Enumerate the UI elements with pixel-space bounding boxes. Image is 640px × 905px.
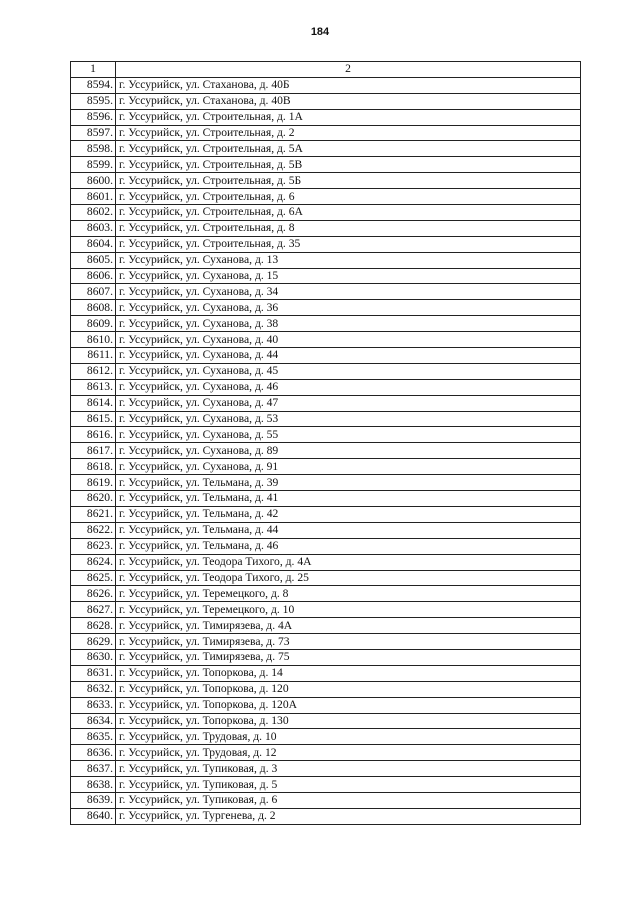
row-number: 8595. (71, 93, 116, 109)
table-row (71, 570, 581, 586)
row-number: 8629. (71, 634, 116, 650)
row-number: 8633. (71, 697, 116, 713)
table-body (71, 77, 581, 824)
page-number: 184 (310, 26, 330, 38)
table-row (71, 332, 581, 348)
row-address: г. Уссурийск, ул. Тельмана, д. 46 (116, 538, 581, 554)
table-row (71, 538, 581, 554)
row-address: г. Уссурийск, ул. Суханова, д. 40 (116, 332, 581, 348)
table-row (71, 777, 581, 793)
table-row (71, 681, 581, 697)
row-address: г. Уссурийск, ул. Строительная, д. 2 (116, 125, 581, 141)
table-row (71, 141, 581, 157)
row-number: 8640. (71, 808, 116, 824)
row-address: г. Уссурийск, ул. Строительная, д. 5В (116, 157, 581, 173)
table-row (71, 602, 581, 618)
row-address: г. Уссурийск, ул. Топоркова, д. 14 (116, 665, 581, 681)
row-address: г. Уссурийск, ул. Суханова, д. 55 (116, 427, 581, 443)
row-address: г. Уссурийск, ул. Строительная, д. 35 (116, 236, 581, 252)
row-address: г. Уссурийск, ул. Стаханова, д. 40В (116, 93, 581, 109)
table-row (71, 697, 581, 713)
row-number: 8620. (71, 491, 116, 507)
row-address: г. Уссурийск, ул. Тимирязева, д. 73 (116, 634, 581, 650)
table-row (71, 268, 581, 284)
table-row (71, 665, 581, 681)
row-address: г. Уссурийск, ул. Топоркова, д. 130 (116, 713, 581, 729)
column-header-address: 2 (116, 62, 581, 78)
table-row (71, 316, 581, 332)
row-number: 8608. (71, 300, 116, 316)
row-number: 8631. (71, 665, 116, 681)
table-row (71, 443, 581, 459)
row-number: 8602. (71, 205, 116, 221)
table-row (71, 252, 581, 268)
table-row (71, 491, 581, 507)
row-address: г. Уссурийск, ул. Строительная, д. 1А (116, 109, 581, 125)
row-address: г. Уссурийск, ул. Тельмана, д. 42 (116, 506, 581, 522)
table-row (71, 522, 581, 538)
row-number: 8609. (71, 316, 116, 332)
row-address: г. Уссурийск, ул. Суханова, д. 36 (116, 300, 581, 316)
row-number: 8597. (71, 125, 116, 141)
row-number: 8610. (71, 332, 116, 348)
row-number: 8600. (71, 173, 116, 189)
row-address: г. Уссурийск, ул. Тимирязева, д. 4А (116, 618, 581, 634)
row-address: г. Уссурийск, ул. Суханова, д. 44 (116, 348, 581, 364)
table-row (71, 284, 581, 300)
table-row (71, 157, 581, 173)
row-address: г. Уссурийск, ул. Тупиковая, д. 5 (116, 777, 581, 793)
row-address: г. Уссурийск, ул. Суханова, д. 38 (116, 316, 581, 332)
row-number: 8596. (71, 109, 116, 125)
table-row (71, 618, 581, 634)
row-number: 8604. (71, 236, 116, 252)
row-address: г. Уссурийск, ул. Тельмана, д. 39 (116, 475, 581, 491)
row-number: 8622. (71, 522, 116, 538)
column-header-number: 1 (71, 62, 116, 78)
table-row (71, 93, 581, 109)
table-row (71, 713, 581, 729)
address-table (70, 61, 581, 825)
table-row (71, 125, 581, 141)
row-number: 8626. (71, 586, 116, 602)
row-number: 8601. (71, 189, 116, 205)
table-row (71, 189, 581, 205)
row-number: 8615. (71, 411, 116, 427)
table-row (71, 363, 581, 379)
row-address: г. Уссурийск, ул. Суханова, д. 15 (116, 268, 581, 284)
row-address: г. Уссурийск, ул. Суханова, д. 91 (116, 459, 581, 475)
row-address: г. Уссурийск, ул. Суханова, д. 89 (116, 443, 581, 459)
row-address: г. Уссурийск, ул. Строительная, д. 6А (116, 205, 581, 221)
table-row (71, 109, 581, 125)
row-number: 8603. (71, 220, 116, 236)
row-address: г. Уссурийск, ул. Трудовая, д. 10 (116, 729, 581, 745)
row-number: 8639. (71, 792, 116, 808)
table-row (71, 379, 581, 395)
row-number: 8611. (71, 348, 116, 364)
row-number: 8621. (71, 506, 116, 522)
row-address: г. Уссурийск, ул. Строительная, д. 6 (116, 189, 581, 205)
row-number: 8594. (71, 77, 116, 93)
table-header-row (71, 62, 581, 78)
table-row (71, 729, 581, 745)
row-number: 8613. (71, 379, 116, 395)
row-number: 8614. (71, 395, 116, 411)
table-row (71, 649, 581, 665)
row-number: 8628. (71, 618, 116, 634)
table-row (71, 220, 581, 236)
table-row (71, 634, 581, 650)
table-row (71, 173, 581, 189)
row-address: г. Уссурийск, ул. Тупиковая, д. 6 (116, 792, 581, 808)
row-address: г. Уссурийск, ул. Тургенева, д. 2 (116, 808, 581, 824)
row-number: 8612. (71, 363, 116, 379)
table-row (71, 300, 581, 316)
table-row (71, 348, 581, 364)
row-number: 8632. (71, 681, 116, 697)
table-row (71, 236, 581, 252)
row-address: г. Уссурийск, ул. Суханова, д. 53 (116, 411, 581, 427)
table-row (71, 427, 581, 443)
row-address: г. Уссурийск, ул. Суханова, д. 46 (116, 379, 581, 395)
row-number: 8625. (71, 570, 116, 586)
row-address: г. Уссурийск, ул. Теремецкого, д. 8 (116, 586, 581, 602)
row-address: г. Уссурийск, ул. Трудовая, д. 12 (116, 745, 581, 761)
row-number: 8606. (71, 268, 116, 284)
row-address: г. Уссурийск, ул. Суханова, д. 47 (116, 395, 581, 411)
row-address: г. Уссурийск, ул. Тупиковая, д. 3 (116, 761, 581, 777)
row-address: г. Уссурийск, ул. Строительная, д. 5Б (116, 173, 581, 189)
table-row (71, 808, 581, 824)
row-number: 8624. (71, 554, 116, 570)
table-row (71, 205, 581, 221)
row-number: 8635. (71, 729, 116, 745)
row-address: г. Уссурийск, ул. Стаханова, д. 40Б (116, 77, 581, 93)
table-row (71, 395, 581, 411)
row-number: 8637. (71, 761, 116, 777)
row-address: г. Уссурийск, ул. Теодора Тихого, д. 4А (116, 554, 581, 570)
row-number: 8616. (71, 427, 116, 443)
table-row (71, 411, 581, 427)
row-address: г. Уссурийск, ул. Теодора Тихого, д. 25 (116, 570, 581, 586)
row-number: 8599. (71, 157, 116, 173)
table-row (71, 792, 581, 808)
row-number: 8627. (71, 602, 116, 618)
table-row (71, 586, 581, 602)
row-number: 8623. (71, 538, 116, 554)
table-row (71, 459, 581, 475)
row-number: 8618. (71, 459, 116, 475)
row-address: г. Уссурийск, ул. Суханова, д. 45 (116, 363, 581, 379)
row-address: г. Уссурийск, ул. Суханова, д. 13 (116, 252, 581, 268)
row-address: г. Уссурийск, ул. Строительная, д. 5А (116, 141, 581, 157)
row-address: г. Уссурийск, ул. Тельмана, д. 44 (116, 522, 581, 538)
row-address: г. Уссурийск, ул. Топоркова, д. 120А (116, 697, 581, 713)
row-address: г. Уссурийск, ул. Суханова, д. 34 (116, 284, 581, 300)
table-row (71, 506, 581, 522)
row-number: 8605. (71, 252, 116, 268)
row-address: г. Уссурийск, ул. Теремецкого, д. 10 (116, 602, 581, 618)
row-number: 8617. (71, 443, 116, 459)
row-number: 8619. (71, 475, 116, 491)
table-row (71, 761, 581, 777)
row-address: г. Уссурийск, ул. Строительная, д. 8 (116, 220, 581, 236)
row-number: 8630. (71, 649, 116, 665)
row-number: 8598. (71, 141, 116, 157)
table-row (71, 77, 581, 93)
row-number: 8636. (71, 745, 116, 761)
table-row (71, 475, 581, 491)
table-row (71, 745, 581, 761)
row-number: 8634. (71, 713, 116, 729)
row-address: г. Уссурийск, ул. Тимирязева, д. 75 (116, 649, 581, 665)
row-number: 8607. (71, 284, 116, 300)
table-row (71, 554, 581, 570)
row-number: 8638. (71, 777, 116, 793)
row-address: г. Уссурийск, ул. Топоркова, д. 120 (116, 681, 581, 697)
row-address: г. Уссурийск, ул. Тельмана, д. 41 (116, 491, 581, 507)
